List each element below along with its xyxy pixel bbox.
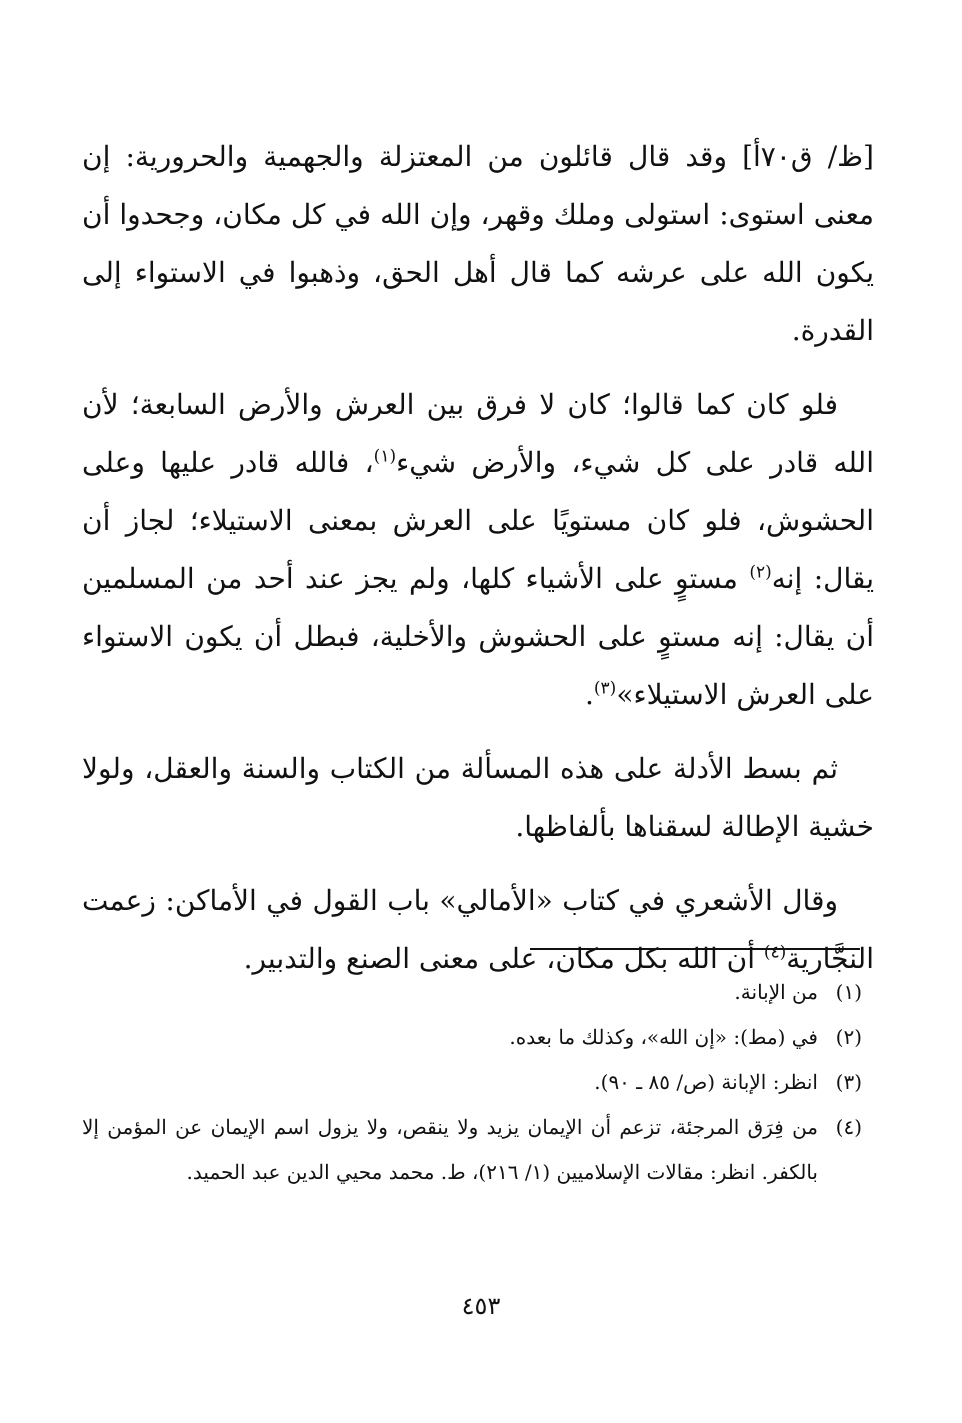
paragraph-text: أن الله بكل مكان، على معنى الصنع والتدبير. — [243, 942, 764, 975]
footnote-text: من فِرَق المرجئة، تزعم أن الإيمان يزيد ولا ينقص، ولا يزول اسم الإيمان عن المؤمن إلا بالكفر. انظر: مقالات الإسلاميين (١/ ٢١٦)، ط. محمد محيي الدين عبد الحميد. — [82, 1115, 819, 1184]
paragraph-text: وقال الأشعري في كتاب «الأمالي» باب القول في الأماكن: زعمت النجَّارية — [82, 884, 874, 975]
paragraph-text: فلو كان كما قالوا؛ كان لا فرق بين العرش والأرض السابعة؛ لأن الله قادر على كل شيء، والأرض شيء — [82, 388, 874, 479]
footnote-reference: (٢) — [749, 562, 772, 583]
footnote-text: من الإبانة. — [734, 980, 818, 1004]
footnote-number: (٢) — [835, 1025, 862, 1049]
paragraph — [82, 740, 874, 856]
footnote — [82, 970, 862, 1015]
footnote — [82, 1060, 862, 1105]
footnote-reference: (٤) — [763, 942, 787, 963]
paragraph-text: . — [584, 678, 594, 711]
paragraph-text: مستوٍ على الأشياء كلها، ولم يجز عند أحد من المسلمين أن يقال: إنه مستوٍ على الحشوش والأخلية، فبطل أن يكون الاستواء على العرش الاستيلاء» — [82, 562, 874, 711]
paragraph — [82, 376, 874, 724]
footnote-number: (١) — [835, 980, 862, 1004]
footnote-number: (٤) — [835, 1115, 862, 1139]
page-number: ٤٥٣ — [461, 1292, 501, 1320]
footnotes — [82, 970, 862, 1195]
footnote-number: (٣) — [835, 1070, 862, 1094]
main-text — [82, 128, 874, 1004]
footnote-reference: (١) — [373, 446, 397, 467]
paragraph-text: ، فالله قادر عليها وعلى الحشوش، فلو كان مستويًا على العرش بمعنى الاستيلاء؛ لجاز أن يقال: إنه — [82, 446, 875, 595]
paragraph-text: [ظ/ ق٧٠أ] وقد قال قائلون من المعتزلة والجهمية والحرورية: إن معنى استوى: استولى وملك وقهر، وإن الله في كل مكان، وجحدوا أن يكون الله على عرشه كما قال أهل الحق، وذهبوا في الاستواء إلى القدرة. — [82, 140, 874, 347]
footnote — [82, 1015, 862, 1060]
paragraph — [82, 128, 874, 360]
footnote-text: في (مط): «إن الله»، وكذلك ما بعده. — [509, 1025, 818, 1049]
paragraph-text: ثم بسط الأدلة على هذه المسألة من الكتاب والسنة والعقل، ولولا خشية الإطالة لسقناها بألفاظها. — [82, 752, 874, 843]
footnote-text: انظر: الإبانة (ص/ ٨٥ ـ ٩٠). — [594, 1070, 818, 1094]
footnote-reference: (٣) — [593, 678, 617, 699]
footnote-separator — [530, 948, 860, 950]
footnote — [82, 1105, 862, 1195]
